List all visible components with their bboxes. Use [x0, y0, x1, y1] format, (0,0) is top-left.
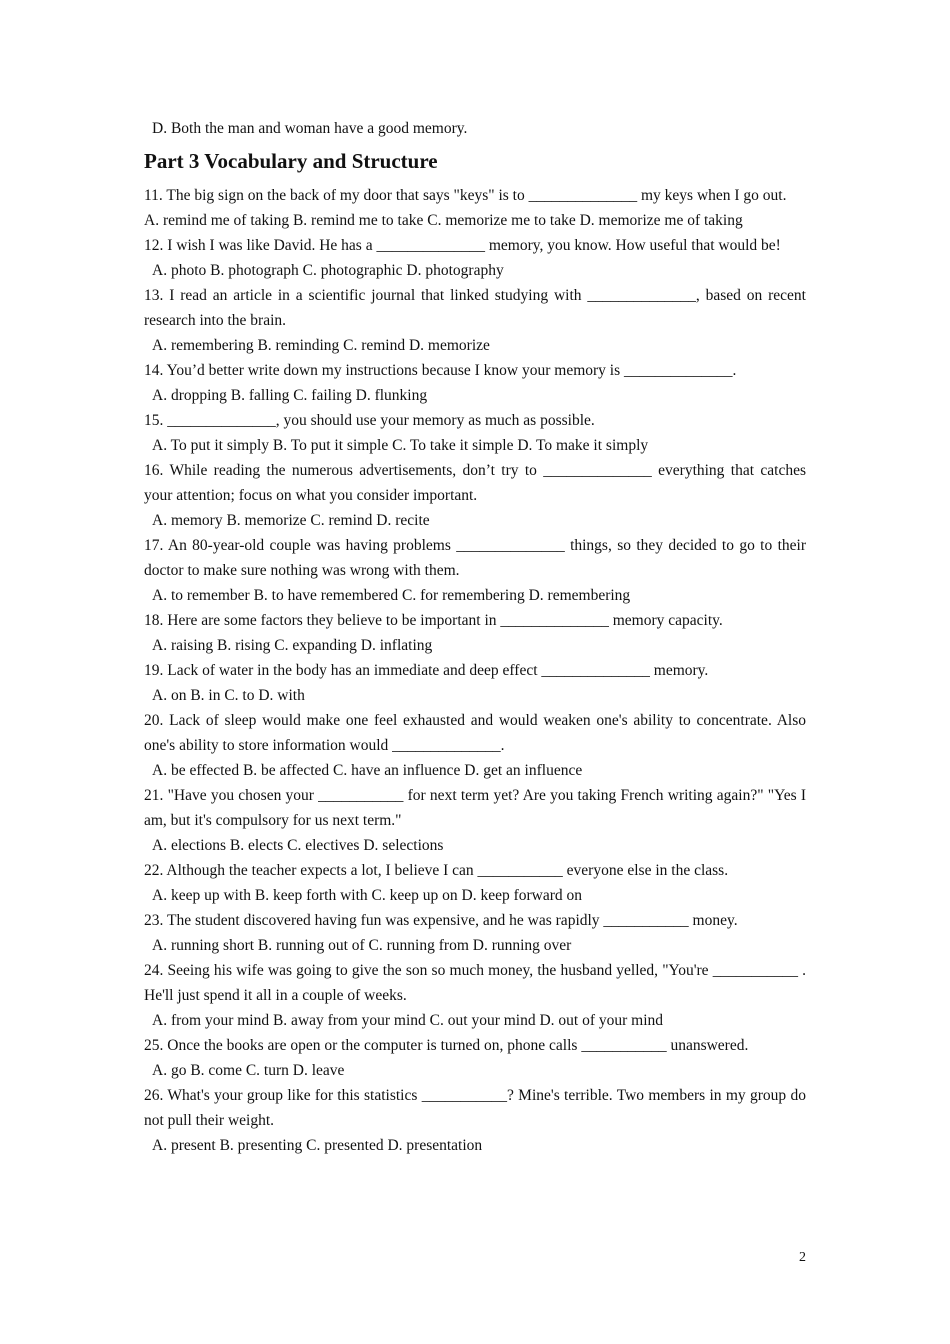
question-24-options: A. from your mind B. away from your mind C. out your mind D. out of your mind [152, 1012, 664, 1029]
question-23-options: A. running short B. running out of C. running from D. running over [152, 937, 572, 954]
question-23-stem: 23. The student discovered having fun was expensive, and he was rapidly ___________ money. [144, 912, 738, 929]
question-15-stem: 15. ______________, you should use your memory as much as possible. [144, 412, 595, 429]
question-11-stem: 11. The big sign on the back of my door that says "keys" is to ______________ my keys when I go out. [144, 187, 787, 204]
question-12-stem: 12. I wish I was like David. He has a ______________ memory, you know. How useful that would be! [144, 237, 781, 254]
page-number: 2 [799, 1250, 806, 1265]
question-15-options: A. To put it simply B. To put it simple C. To take it simple D. To make it simply [152, 437, 649, 454]
question-13-stem: 13. I read an article in a scientific journal that linked studying with ______________, based on recent research into the brain. [144, 287, 806, 329]
question-21-stem: 21. "Have you chosen your ___________ for next term yet? Are you taking French writing again?" "Yes I am, but it's compulsory for us next term." [144, 787, 806, 829]
question-22-stem: 22. Although the teacher expects a lot, I believe I can ___________ everyone else in the class. [144, 862, 729, 879]
question-21-options: A. elections B. elects C. electives D. selections [152, 837, 444, 854]
question-17-options: A. to remember B. to have remembered C. for remembering D. remembering [152, 587, 631, 604]
question-25-options: A. go B. come C. turn D. leave [152, 1062, 345, 1079]
question-16-stem: 16. While reading the numerous advertisements, don’t try to ______________ everything that catches your attention; focus on what you consider important. [144, 462, 806, 504]
question-24-stem: 24. Seeing his wife was going to give the son so much money, the husband yelled, "You're ___________ . He'll just spend it all in a couple of weeks. [144, 962, 806, 1004]
question-19-options: A. on B. in C. to D. with [152, 687, 305, 704]
question-14-options: A. dropping B. falling C. failing D. flunking [152, 387, 428, 404]
document-page [144, 116, 806, 1158]
question-16-options: A. memory B. memorize C. remind D. recite [152, 512, 430, 529]
question-19-stem: 19. Lack of water in the body has an immediate and deep effect ______________ memory. [144, 662, 709, 679]
question-25-stem: 25. Once the books are open or the computer is turned on, phone calls ___________ unanswered. [144, 1037, 749, 1054]
section-heading: Part 3 Vocabulary and Structure [144, 149, 438, 173]
question-13-options: A. remembering B. reminding C. remind D. memorize [152, 337, 490, 354]
question-17-stem: 17. An 80-year-old couple was having problems ______________ things, so they decided to go to their doctor to make sure nothing was wrong with them. [144, 537, 806, 579]
question-14-stem: 14. You’d better write down my instructions because I know your memory is ______________. [144, 362, 737, 379]
question-22-options: A. keep up with B. keep forth with C. keep up on D. keep forward on [152, 887, 583, 904]
question-18-options: A. raising B. rising C. expanding D. inflating [152, 637, 433, 654]
question-26-stem: 26. What's your group like for this statistics ___________? Mine's terrible. Two members in my group do not pull their weight. [144, 1087, 806, 1129]
question-list [144, 183, 806, 1158]
question-26-options: A. present B. presenting C. presented D. presentation [152, 1137, 483, 1154]
question-20-stem: 20. Lack of sleep would make one feel exhausted and would weaken one's ability to concentrate. Also one's ability to store information would ______________. [144, 712, 806, 754]
question-20-options: A. be effected B. be affected C. have an influence D. get an influence [152, 762, 583, 779]
question-11-options: A. remind me of taking B. remind me to take C. memorize me to take D. memorize me of taking [144, 212, 743, 229]
question-12-options: A. photo B. photograph C. photographic D. photography [152, 262, 504, 279]
question-18-stem: 18. Here are some factors they believe to be important in ______________ memory capacity. [144, 612, 723, 629]
previous-option: D. Both the man and woman have a good memory. [152, 120, 468, 137]
